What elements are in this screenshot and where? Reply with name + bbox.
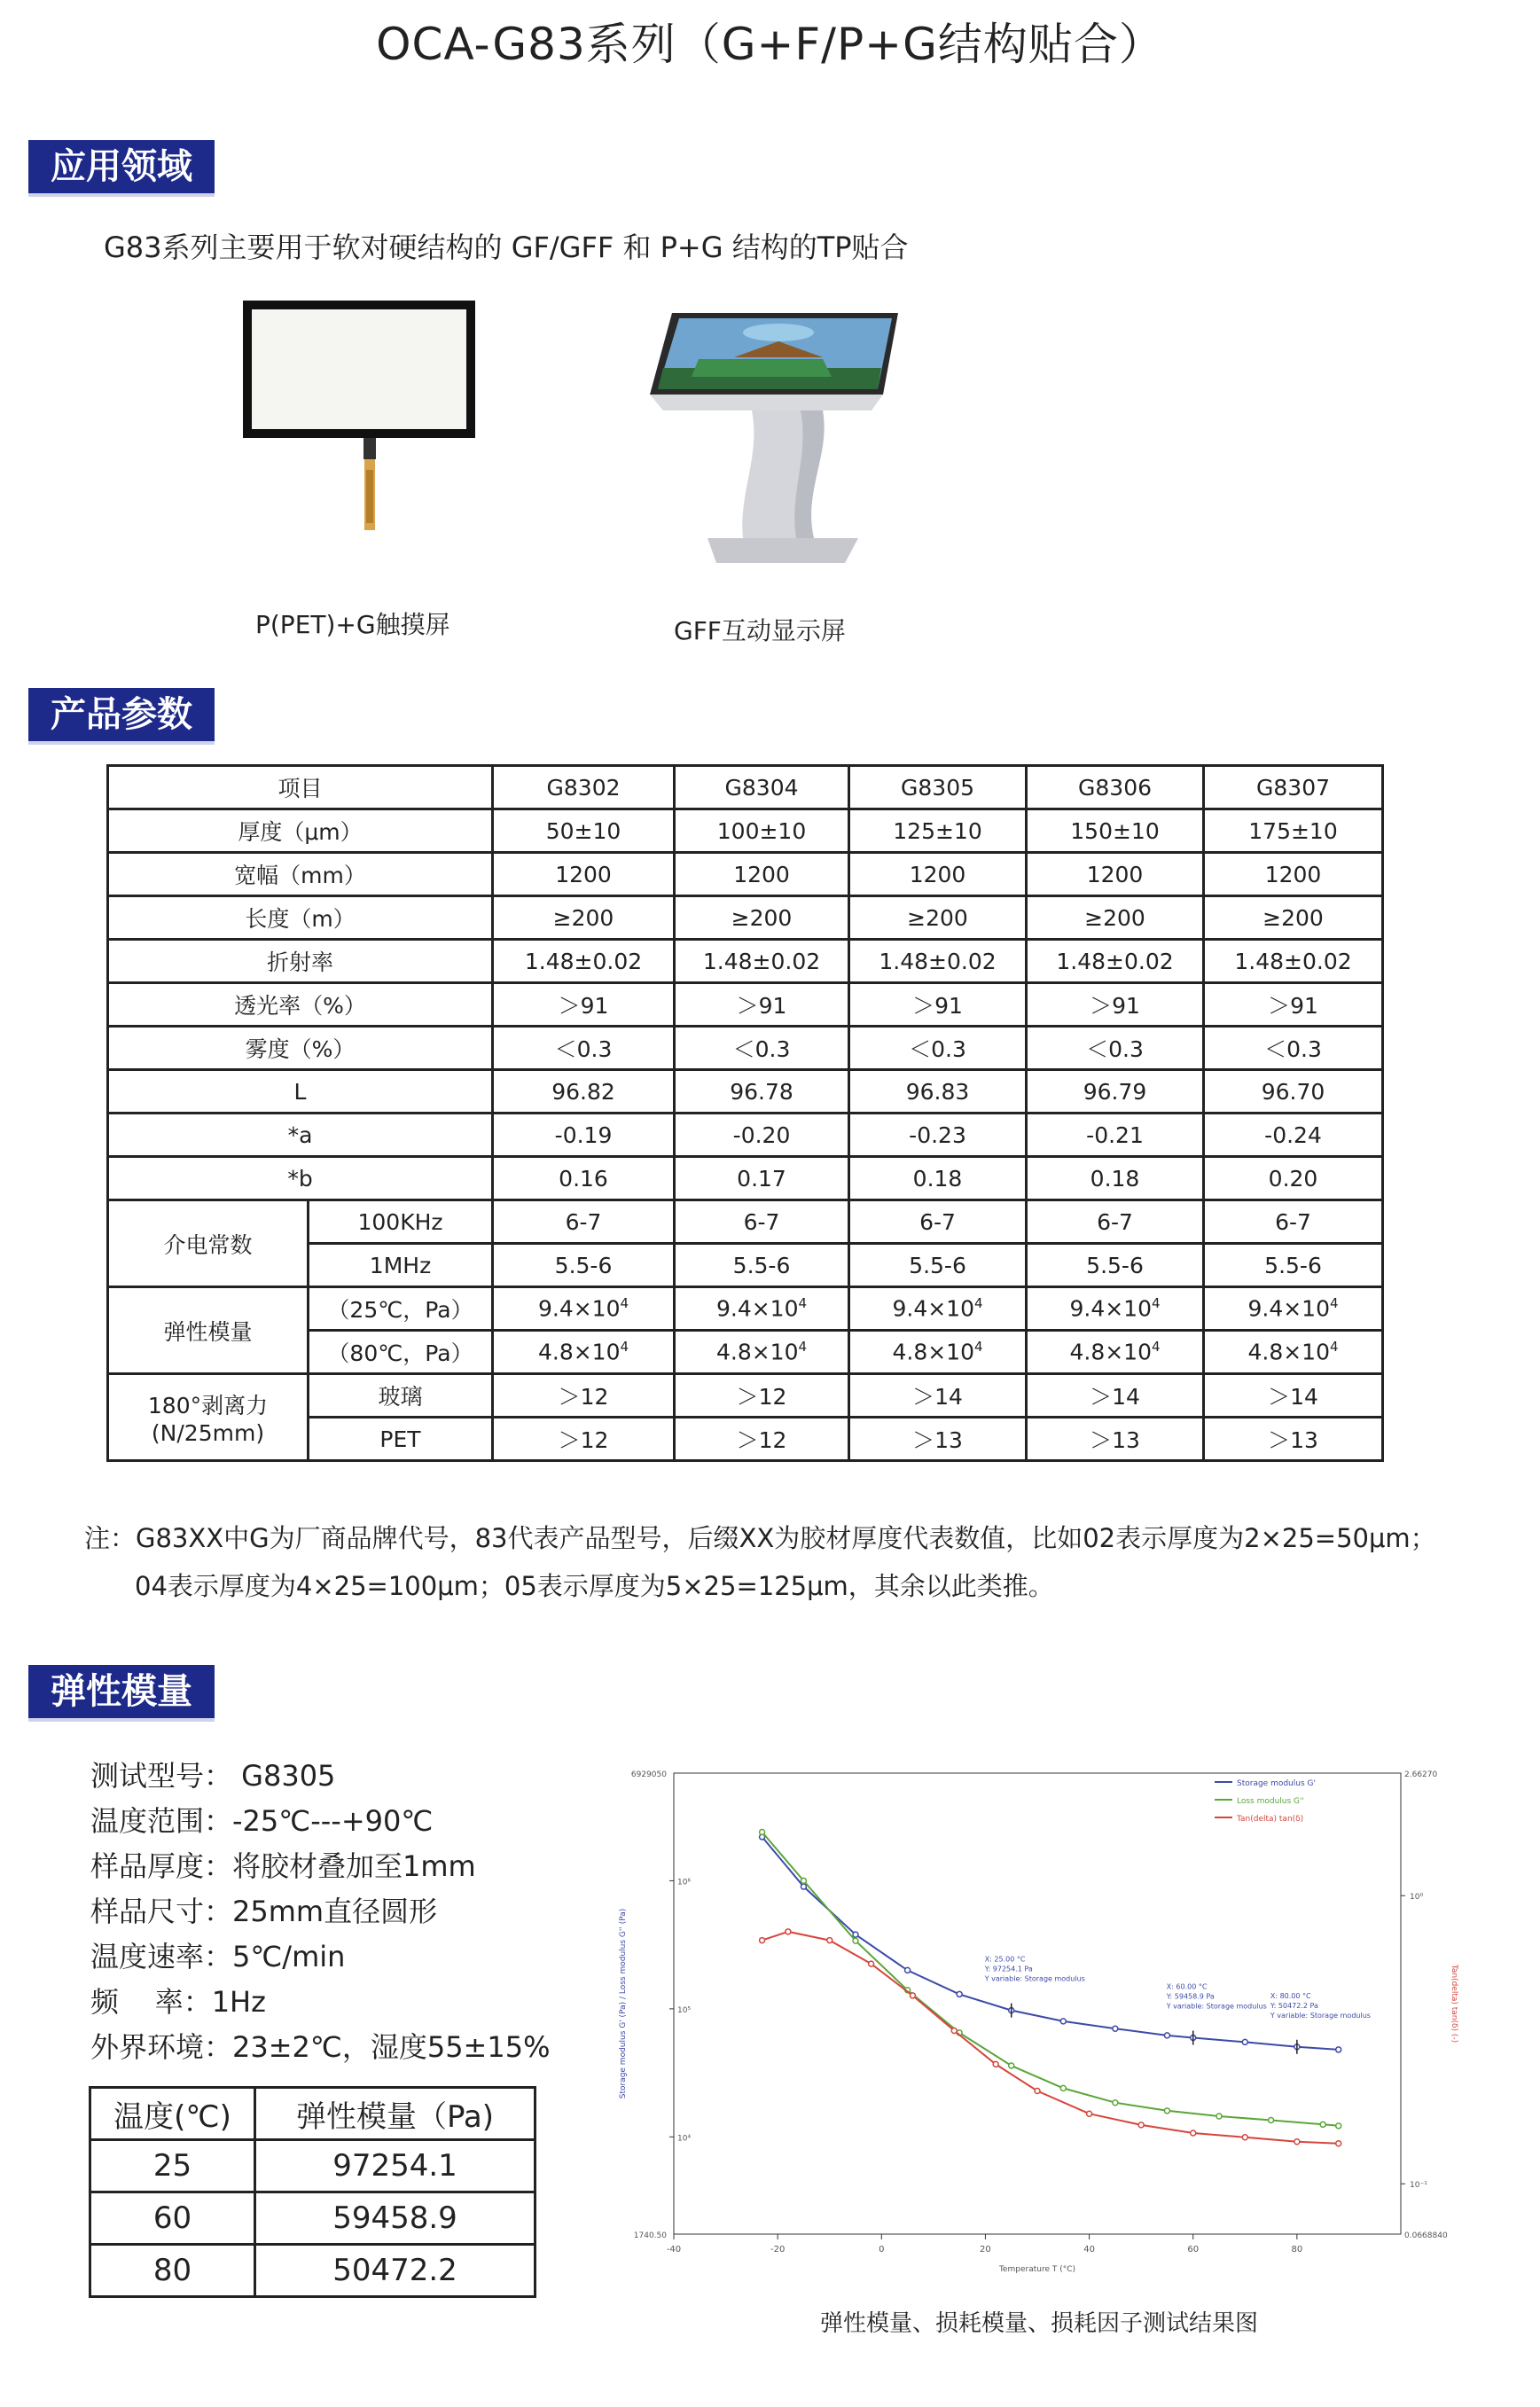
row-group-label: 180°剥离力 (N/25mm) — [108, 1374, 309, 1461]
spec-line: 频 率：1Hz — [90, 1985, 266, 2019]
table-cell: 25 — [90, 2140, 255, 2192]
table-header-cell: G8307 — [1204, 766, 1383, 809]
table-row — [108, 853, 1383, 896]
x-tick-label: 0 — [879, 2245, 885, 2255]
y-right-tick-label: 10⁰ — [1410, 1893, 1424, 1903]
y-left-tick-label: 10⁴ — [677, 2134, 692, 2144]
table-row — [108, 809, 1383, 853]
row-sub-label: PET — [309, 1418, 493, 1461]
table-cell: 96.79 — [1027, 1070, 1204, 1114]
data-point — [1242, 2039, 1247, 2044]
data-point — [910, 1993, 915, 1998]
table-cell: -0.20 — [675, 1114, 849, 1157]
table-cell: ＞12 — [675, 1418, 849, 1461]
kiosk-display-image — [645, 306, 903, 581]
table-cell: ≥200 — [493, 896, 675, 940]
table-cell: -0.19 — [493, 1114, 675, 1157]
data-point — [1336, 2123, 1341, 2129]
table-cell: ＞13 — [849, 1418, 1027, 1461]
table-cell: ≥200 — [849, 896, 1027, 940]
table-row — [108, 1374, 1383, 1418]
table-cell: ≥200 — [1204, 896, 1383, 940]
table-cell: 96.70 — [1204, 1070, 1383, 1114]
legend-label: Tan(delta) tan(δ) — [1237, 1815, 1304, 1824]
table-cell: 80 — [90, 2245, 255, 2297]
table-row — [108, 896, 1383, 940]
table-cell: 175±10 — [1204, 809, 1383, 853]
table-cell: $4.8\times 10^4$ — [849, 1331, 1027, 1374]
table-row — [108, 1070, 1383, 1114]
row-label: *b — [108, 1157, 493, 1200]
y-right-axis-label: Tan(delta) tan(δ) (-) — [1450, 1964, 1458, 2044]
table-cell: ＞91 — [1204, 983, 1383, 1027]
x-tick-label: 40 — [1083, 2245, 1095, 2255]
table-cell: 100±10 — [675, 809, 849, 853]
table-cell: 6-7 — [675, 1200, 849, 1244]
table-cell: 5.5-6 — [675, 1244, 849, 1287]
annotation-label: Y: 97254.1 Pa — [984, 1965, 1033, 1973]
x-tick-label: -40 — [666, 2245, 682, 2255]
row-label: 厚度（μm） — [108, 809, 493, 853]
table-cell: $4.8\times 10^4$ — [1204, 1331, 1383, 1374]
y-top-label: 6929050 — [630, 1770, 667, 1779]
table-header-row — [90, 2088, 535, 2140]
table-cell: ＞12 — [493, 1374, 675, 1418]
modulus-table — [89, 2086, 536, 2298]
data-point — [1113, 2100, 1118, 2106]
application-description: G83系列主要用于软对硬结构的 GF/GFF 和 P+G 结构的TP贴合 — [104, 231, 909, 264]
table-cell: 6-7 — [1027, 1200, 1204, 1244]
data-point — [1164, 2108, 1169, 2114]
table-cell: $9.4\times 10^4$ — [493, 1287, 675, 1331]
data-point — [1164, 2033, 1169, 2038]
legend-label: Storage modulus G' — [1237, 1779, 1316, 1788]
table-row — [108, 983, 1383, 1027]
table-header-cell: G8302 — [493, 766, 675, 809]
table-cell: 1.48±0.02 — [1204, 940, 1383, 983]
table-cell: 96.83 — [849, 1070, 1027, 1114]
row-label: L — [108, 1070, 493, 1114]
table-cell: -0.24 — [1204, 1114, 1383, 1157]
row-sub-label: （80℃，Pa） — [309, 1331, 493, 1374]
data-point — [869, 1961, 874, 1966]
annotation-label: Y: 50472.2 Pa — [1270, 2001, 1318, 2010]
table-row — [108, 1114, 1383, 1157]
annotation-label: X: 60.00 °C — [1166, 1982, 1208, 1991]
table-row — [90, 2245, 535, 2297]
row-group-label: 介电常数 — [108, 1200, 309, 1287]
annotation-label: X: 25.00 °C — [984, 1955, 1026, 1964]
touch-panel-image — [239, 297, 479, 532]
table-cell: 1200 — [849, 853, 1027, 896]
table-cell: 1200 — [493, 853, 675, 896]
data-point — [1320, 2122, 1325, 2127]
table-cell: 1.48±0.02 — [675, 940, 849, 983]
data-point — [1242, 2135, 1247, 2140]
table-cell: ＜0.3 — [493, 1027, 675, 1070]
data-point — [1009, 2063, 1014, 2068]
table-cell: -0.23 — [849, 1114, 1027, 1157]
y-left-tick-label: 10⁶ — [677, 1878, 692, 1887]
table-cell: 0.18 — [849, 1157, 1027, 1200]
table-cell: ＞13 — [1027, 1418, 1204, 1461]
table-row — [90, 2140, 535, 2192]
y-left-tick-label: 10⁵ — [677, 2005, 692, 2015]
table-cell: ＞12 — [675, 1374, 849, 1418]
table-cell: ＞91 — [493, 983, 675, 1027]
spec-line: 测试型号： G8305 — [90, 1759, 336, 1793]
data-point — [801, 1878, 806, 1883]
x-tick-label: 20 — [980, 2245, 991, 2255]
data-point — [1216, 2114, 1222, 2119]
chart-caption: 弹性模量、损耗模量、损耗因子测试结果图 — [820, 2310, 1259, 2337]
table-cell: $9.4\times 10^4$ — [849, 1287, 1027, 1331]
table-cell: ＞14 — [1027, 1374, 1204, 1418]
table-header-cell: G8304 — [675, 766, 849, 809]
table-cell: $4.8\times 10^4$ — [1027, 1331, 1204, 1374]
data-point — [1138, 2122, 1144, 2128]
image2-caption: GFF互动显示屏 — [674, 616, 846, 645]
table-cell: ＞13 — [1204, 1418, 1383, 1461]
table-cell: 59458.9 — [255, 2192, 535, 2245]
section-header-params: 产品参数 — [28, 688, 215, 745]
row-sub-label: 玻璃 — [309, 1374, 493, 1418]
table-cell: 0.20 — [1204, 1157, 1383, 1200]
table-cell: $4.8\times 10^4$ — [675, 1331, 849, 1374]
table-cell: 1.48±0.02 — [849, 940, 1027, 983]
y-left-axis-label: Storage modulus G' (Pa) / Loss modulus G'' (Pa) — [619, 1908, 628, 2099]
table-cell: 1200 — [675, 853, 849, 896]
row-group-label: 弹性模量 — [108, 1287, 309, 1374]
row-label: 长度（m） — [108, 896, 493, 940]
table-cell: 150±10 — [1027, 809, 1204, 853]
annotation-label: Y variable: Storage modulus — [1270, 2011, 1371, 2020]
row-sub-label: （25℃，Pa） — [309, 1287, 493, 1331]
table-cell: 1200 — [1027, 853, 1204, 896]
product-params-table — [106, 764, 1384, 1462]
table-header-cell: 弹性模量（Pa) — [255, 2088, 535, 2140]
data-point — [1191, 2130, 1196, 2136]
table-row — [108, 940, 1383, 983]
table-cell: 96.82 — [493, 1070, 675, 1114]
data-point — [801, 1884, 806, 1889]
data-point — [957, 1991, 962, 1997]
table-cell: 125±10 — [849, 809, 1027, 853]
image1-caption: P(PET)+G触摸屏 — [255, 610, 450, 639]
table-cell: ＞14 — [849, 1374, 1027, 1418]
note-line1: 注：G83XX中G为厂商品牌代号，83代表产品型号，后缀XX为胶材厚度代表数值，比如02表示厚度为2×25=50μm； — [84, 1523, 1436, 1553]
annotation-label: Y: 59458.9 Pa — [1166, 1992, 1215, 2001]
table-cell: 1200 — [1204, 853, 1383, 896]
yr-bottom-label: 0.0668840 — [1404, 2231, 1448, 2240]
table-row — [108, 1027, 1383, 1070]
data-point — [1336, 2047, 1341, 2052]
section-header-application: 应用领域 — [28, 140, 215, 197]
table-cell: ＞91 — [1027, 983, 1204, 1027]
table-cell: 5.5-6 — [1027, 1244, 1204, 1287]
data-point — [1269, 2117, 1274, 2122]
table-cell: 6-7 — [849, 1200, 1027, 1244]
table-cell: 50472.2 — [255, 2245, 535, 2297]
spec-line: 样品厚度：将胶材叠加至1mm — [90, 1849, 476, 1883]
table-row — [108, 1200, 1383, 1244]
spec-line: 样品尺寸：25mm直径圆形 — [90, 1895, 438, 1928]
row-sub-label: 100KHz — [309, 1200, 493, 1244]
table-cell: $9.4\times 10^4$ — [1027, 1287, 1204, 1331]
data-point — [1087, 2111, 1092, 2116]
data-point — [905, 1967, 911, 1973]
data-point — [951, 2028, 957, 2033]
data-point — [1336, 2141, 1341, 2146]
table-cell: 6-7 — [1204, 1200, 1383, 1244]
data-point — [1035, 2089, 1040, 2094]
table-cell: ≥200 — [1027, 896, 1204, 940]
data-point — [827, 1938, 833, 1943]
annotation-label: Y variable: Storage modulus — [1166, 2002, 1267, 2011]
row-sub-label: 1MHz — [309, 1244, 493, 1287]
y-bottom-label: 1740.50 — [633, 2231, 667, 2240]
table-row — [108, 1287, 1383, 1331]
legend-label: Loss modulus G'' — [1237, 1797, 1304, 1806]
table-cell: 5.5-6 — [493, 1244, 675, 1287]
table-cell: ＞12 — [493, 1418, 675, 1461]
yr-top-label: 2.66270 — [1404, 1770, 1438, 1779]
table-cell: 1.48±0.02 — [493, 940, 675, 983]
data-point — [760, 1938, 765, 1943]
spec-line: 温度速率：5℃/min — [90, 1940, 346, 1973]
spec-line: 外界环境：23±2℃，湿度55±15% — [90, 2030, 551, 2064]
row-label: 折射率 — [108, 940, 493, 983]
spec-line: 温度范围：-25℃---+90℃ — [90, 1804, 434, 1838]
modulus-chart — [612, 1755, 1463, 2305]
table-cell: 5.5-6 — [849, 1244, 1027, 1287]
note-line2: 04表示厚度为4×25=100μm；05表示厚度为5×25=125μm，其余以此类推。 — [135, 1571, 1054, 1601]
test-specs — [90, 1754, 551, 2070]
table-header-cell: 温度(℃) — [90, 2088, 255, 2140]
x-tick-label: 80 — [1291, 2245, 1303, 2255]
annotation-label: Y variable: Storage modulus — [984, 1974, 1085, 1983]
table-cell: ＜0.3 — [675, 1027, 849, 1070]
table-header-cell: 项目 — [108, 766, 493, 809]
table-cell: 50±10 — [493, 809, 675, 853]
table-cell: ≥200 — [675, 896, 849, 940]
table-cell: $9.4\times 10^4$ — [1204, 1287, 1383, 1331]
section-header-modulus: 弹性模量 — [28, 1665, 215, 1722]
data-point — [1060, 2085, 1066, 2090]
table-header-cell: G8306 — [1027, 766, 1204, 809]
data-point — [760, 1830, 765, 1835]
row-label: 雾度（%） — [108, 1027, 493, 1070]
row-label: 透光率（%） — [108, 983, 493, 1027]
table-cell: 96.78 — [675, 1070, 849, 1114]
data-point — [1060, 2019, 1066, 2024]
row-label: *a — [108, 1114, 493, 1157]
data-point — [1113, 2026, 1118, 2031]
x-tick-label: 60 — [1187, 2245, 1200, 2255]
table-row — [90, 2192, 535, 2245]
table-cell: ＜0.3 — [849, 1027, 1027, 1070]
row-label: 宽幅（mm） — [108, 853, 493, 896]
table-cell: 0.18 — [1027, 1157, 1204, 1200]
table-cell: $4.8\times 10^4$ — [493, 1331, 675, 1374]
table-header-cell: G8305 — [849, 766, 1027, 809]
table-cell: 97254.1 — [255, 2140, 535, 2192]
table-cell: 1.48±0.02 — [1027, 940, 1204, 983]
y-right-tick-label: 10⁻¹ — [1410, 2181, 1427, 2191]
table-cell: 60 — [90, 2192, 255, 2245]
table-cell: 6-7 — [493, 1200, 675, 1244]
table-cell: ＜0.3 — [1204, 1027, 1383, 1070]
data-point — [853, 1938, 858, 1943]
data-point — [1294, 2139, 1300, 2145]
annotation-label: X: 80.00 °C — [1270, 1991, 1311, 2000]
x-tick-label: -20 — [770, 2245, 786, 2255]
table-cell: $9.4\times 10^4$ — [675, 1287, 849, 1331]
x-axis-label: Temperature T (°C) — [998, 2265, 1076, 2274]
table-cell: ＞14 — [1204, 1374, 1383, 1418]
data-point — [786, 1929, 791, 1934]
table-cell: ＞91 — [675, 983, 849, 1027]
table-cell: ＜0.3 — [1027, 1027, 1204, 1070]
table-cell: 0.17 — [675, 1157, 849, 1200]
table-cell: 5.5-6 — [1204, 1244, 1383, 1287]
data-point — [993, 2061, 998, 2067]
table-header-row — [108, 766, 1383, 809]
page-title: OCA-G83系列（G+F/P+G结构贴合） — [376, 19, 1164, 70]
table-row — [108, 1157, 1383, 1200]
table-cell: 0.16 — [493, 1157, 675, 1200]
data-point — [853, 1932, 858, 1937]
table-cell: ＞91 — [849, 983, 1027, 1027]
table-cell: -0.21 — [1027, 1114, 1204, 1157]
